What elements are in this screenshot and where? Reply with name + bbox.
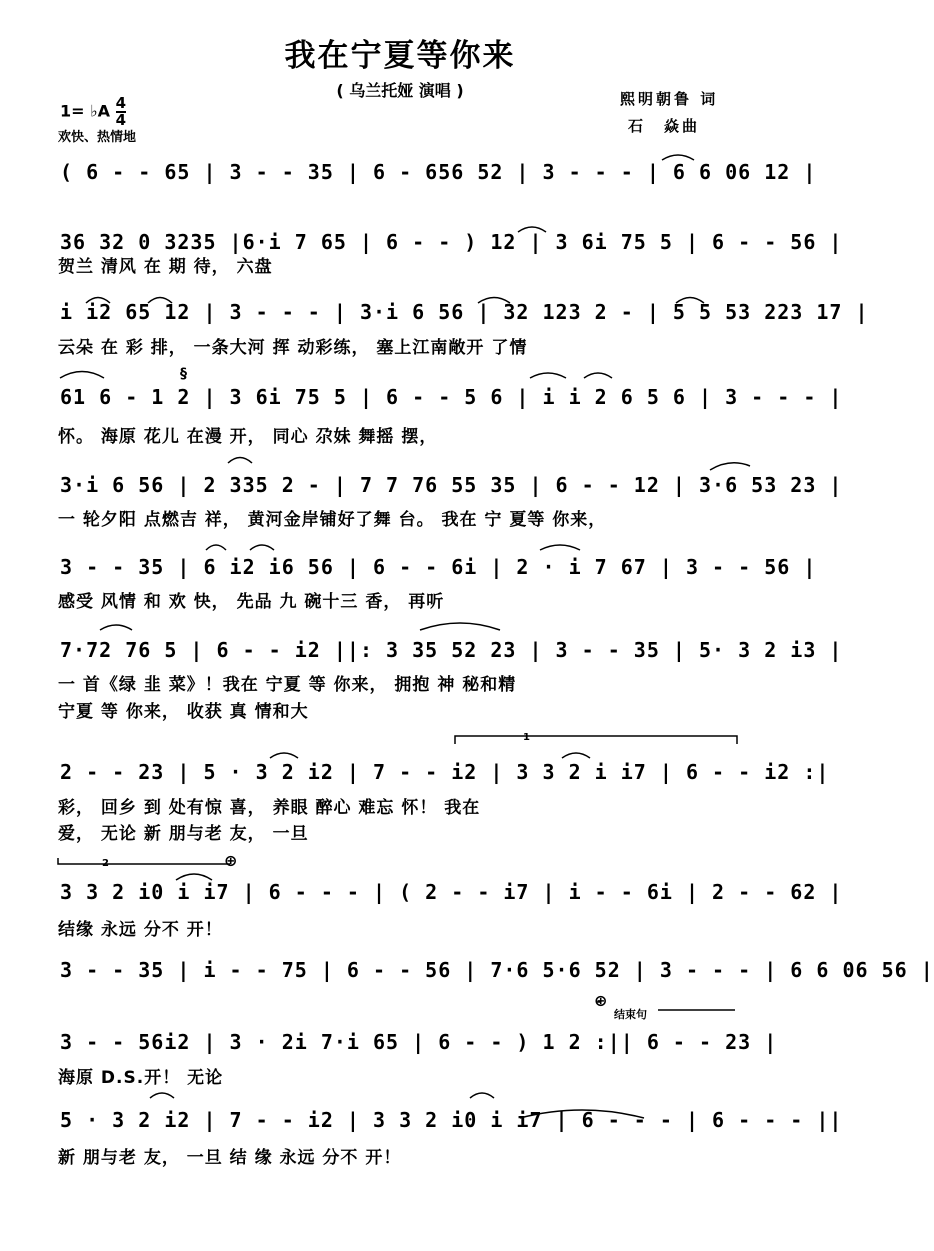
slur bbox=[662, 155, 694, 160]
lyric-line: 宁夏 等 你来， 收获 真 情和大 bbox=[58, 702, 309, 722]
slur bbox=[250, 545, 274, 550]
notation-line: 3 - - 35 | i - - 75 | 6 - - 56 | 7·6 5·6 52 | 3 - - - | 6 6 06 56 | bbox=[60, 958, 934, 982]
slur bbox=[540, 545, 580, 550]
notation-line: 61 6 - 1 2 | 3 6i 75 5 | 6 - - 5 6 | i i 2 6 5 6 | 3 - - - | bbox=[60, 385, 843, 409]
slur bbox=[518, 227, 546, 232]
notation-line: ( 6 - - 65 | 3 - - 35 | 6 - 656 52 | 3 - - - | 6 6 06 12 | bbox=[60, 160, 817, 184]
lyric-line: 云朵 在 彩 排， 一条大河 挥 动彩练， 塞上江南敞开 了情 bbox=[58, 338, 528, 358]
song-title: 我在宁夏等你来 bbox=[284, 38, 516, 74]
lyric-line: 结缘 永远 分不 开！ bbox=[58, 920, 223, 940]
volta-1-bracket bbox=[455, 736, 737, 744]
time-bottom: 4 bbox=[115, 111, 127, 129]
notation-line: 3·i 6 56 | 2 335 2 - | 7 7 76 55 35 | 6 - - 12 | 3·6 53 23 | bbox=[60, 473, 843, 497]
coda-mark-end: ⊕ bbox=[594, 991, 608, 1010]
slur bbox=[710, 463, 750, 470]
slur bbox=[228, 458, 252, 464]
slur bbox=[100, 625, 132, 630]
slur bbox=[470, 1093, 494, 1098]
notation-line: 3 - - 56i2 | 3 · 2i 7·i 65 | 6 - - ) 1 2 :|| 6 - - 23 | bbox=[60, 1030, 778, 1054]
volta-2-bracket bbox=[58, 858, 230, 864]
slur bbox=[584, 373, 612, 378]
notation-line: 7·72 76 5 | 6 - - i2 ||: 3 35 52 23 | 3 - - 35 | 5· 3 2 i3 | bbox=[60, 638, 843, 662]
slur bbox=[478, 298, 510, 304]
segno-mark: § bbox=[180, 366, 187, 382]
lyric-line: 一 轮夕阳 点燃吉 祥， 黄河金岸铺好了舞 台。 我在 宁 夏等 你来， bbox=[58, 510, 607, 530]
composer-credit: 石 焱曲 bbox=[628, 117, 701, 135]
lyric-line: 怀。 海原 花儿 在漫 开， 同心 尕妹 舞摇 摆， bbox=[58, 427, 438, 447]
notation-line: i i2 65 12 | 3 - - - | 3·i 6 56 | 32 123 2 - | 5 5 53 223 17 | bbox=[60, 300, 869, 324]
lyric-line: 爱， 无论 新 朋与老 友， 一旦 bbox=[58, 824, 309, 844]
notation-line: 5 · 3 2 i2 | 7 - - i2 | 3 3 2 i0 i i7 | 6 - - - | 6 - - - || bbox=[60, 1108, 843, 1132]
slur bbox=[562, 753, 590, 758]
lyric-line: 贺兰 清风 在 期 待， 六盘 bbox=[58, 257, 273, 277]
performer-line: ( 乌兰托娅 演唱 ) bbox=[336, 81, 464, 100]
slur bbox=[520, 1110, 644, 1118]
lyric-line: 感受 风情 和 欢 快， 先品 九 碗十三 香， 再听 bbox=[58, 592, 445, 612]
slur bbox=[86, 298, 110, 304]
notation-line: 2 - - 23 | 5 · 3 2 i2 | 7 - - i2 | 3 3 2 i i7 | 6 - - i2 :| bbox=[60, 760, 830, 784]
notation-line: 3 3 2 i0 i i7 | 6 - - - | ( 2 - - i7 | i - - 6i | 2 - - 62 | bbox=[60, 880, 843, 904]
slur bbox=[676, 298, 704, 304]
time-top: 4 bbox=[115, 94, 127, 112]
tempo-marking: 欢快、热情地 bbox=[58, 130, 137, 145]
slur bbox=[270, 753, 298, 758]
lyric-line: 新 朋与老 友， 一旦 结 缘 永远 分不 开！ bbox=[58, 1148, 402, 1168]
slur bbox=[530, 373, 566, 378]
slur bbox=[148, 298, 172, 304]
slur bbox=[60, 372, 104, 379]
volta-2-number: 2 bbox=[102, 858, 109, 869]
slur bbox=[150, 1093, 174, 1098]
notation-line: 36 32 0 3235 |6·i 7 65 | 6 - - ) 12 | 3 6i 75 5 | 6 - - 56 | bbox=[60, 230, 843, 254]
lyric-line: 一 首《绿 韭 菜》！我在 宁夏 等 你来， 拥抱 神 秘和精 bbox=[58, 675, 517, 695]
lyric-line: 海原 D.S.开！ 无论 bbox=[58, 1068, 224, 1088]
key-label: 1= ♭A bbox=[60, 101, 111, 121]
slur bbox=[176, 874, 212, 880]
lyricist-credit: 熙明朝鲁 词 bbox=[620, 90, 719, 108]
coda-label: 结束句 bbox=[614, 1008, 647, 1021]
lyric-line: 彩， 回乡 到 处有惊 喜， 养眼 醉心 难忘 怀！ 我在 bbox=[58, 798, 481, 818]
slur bbox=[206, 545, 226, 550]
notation-line: 3 - - 35 | 6 i2 i6 56 | 6 - - 6i | 2 · i 7 67 | 3 - - 56 | bbox=[60, 555, 817, 579]
slur bbox=[420, 623, 500, 630]
volta-1-number: 1 bbox=[523, 732, 530, 743]
coda-mark: ⊕ bbox=[224, 851, 238, 870]
